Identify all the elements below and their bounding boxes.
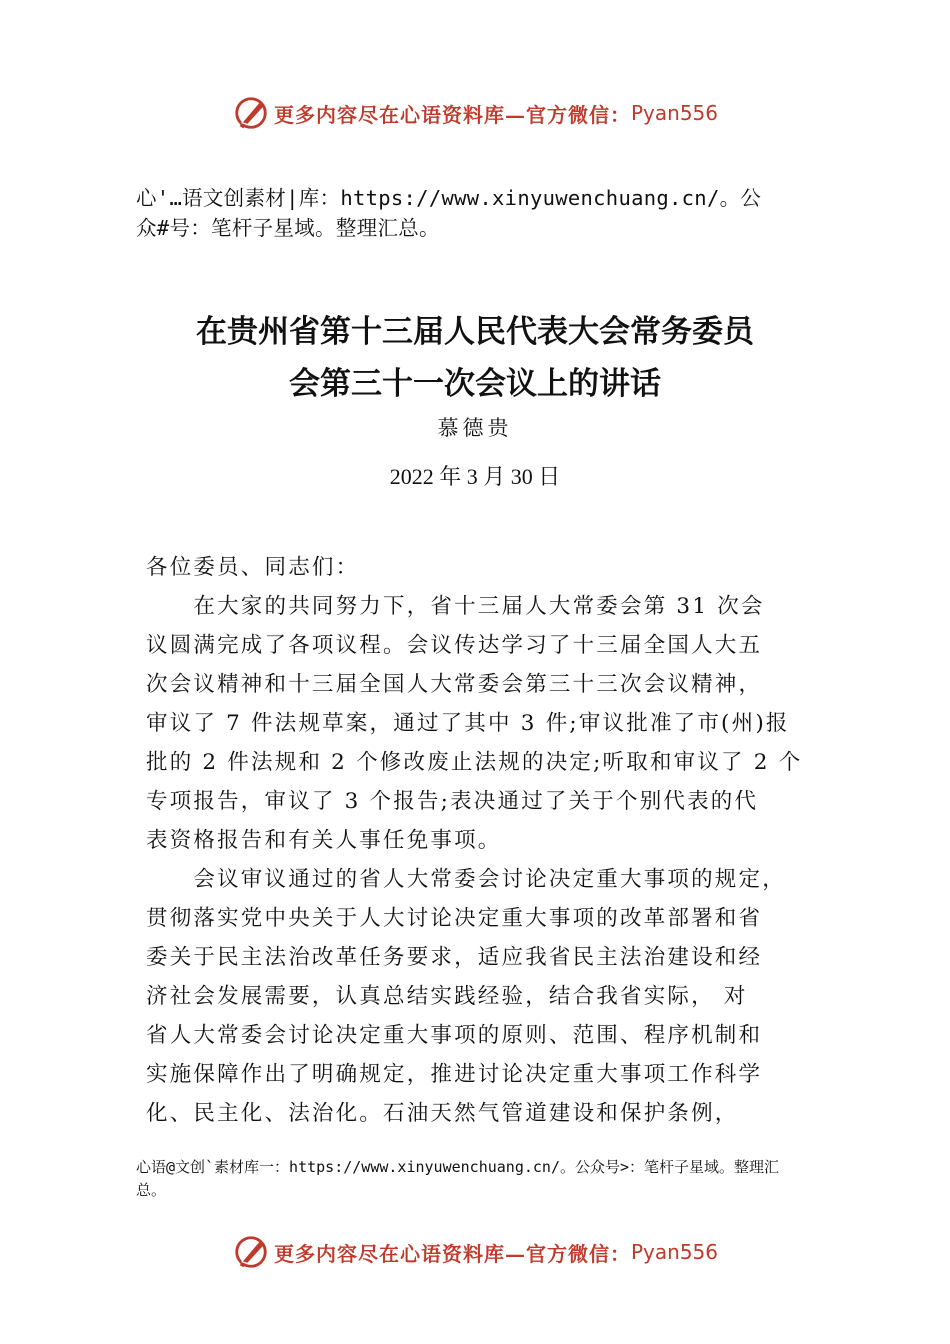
source-note-line: 心'…语文创素材|库：https://www.xinyuwenchuang.cn/。公 <box>136 186 762 210</box>
text-line: 批的 2 件法规和 2 个修改废止法规的决定;听取和审议了 2 个 <box>146 750 803 775</box>
quill-pen-logo-icon <box>232 1233 270 1271</box>
text-line: 专项报告，审议了 3 个报告;表决通过了关于个别代表的代 <box>146 789 759 814</box>
banner-wechat-id: Pyan556 <box>630 101 718 125</box>
paragraph-1 <box>146 587 826 860</box>
title-line: 在贵州省第十三届人民代表大会常务委员 <box>196 314 754 350</box>
footer-note <box>136 1156 826 1202</box>
text-line: 化、民主化、法治化。石油天然气管道建设和保护条例， <box>146 1101 739 1126</box>
text-line: 实施保障作出了明确规定，推进讨论决定重大事项工作科学 <box>146 1062 763 1087</box>
bottom-banner <box>0 1232 950 1272</box>
speech-date: 2022 年 3 月 30 日 <box>389 464 561 489</box>
top-banner <box>0 93 950 133</box>
text-line: 次会议精神和十三届全国人大常委会第三十三次会议精神， <box>146 672 763 697</box>
quill-pen-logo-icon <box>232 94 270 132</box>
text-line: 省人大常委会讨论决定重大事项的原则、范围、程序机制和 <box>146 1023 763 1048</box>
footer-note-line: 心语@文创`素材库一：https://www.xinyuwenchuang.cn/。公众号>：笔杆子星域。整理汇 <box>136 1158 780 1176</box>
source-note-line: 众#号：笔杆子星域。整理汇总。 <box>136 216 440 240</box>
paragraph-2 <box>146 860 826 1133</box>
banner-text: 更多内容尽在心语资料库—官方微信： <box>273 1241 631 1266</box>
banner-text: 更多内容尽在心语资料库—官方微信： <box>273 102 631 127</box>
author: 慕德贵 <box>437 416 513 440</box>
text-line: 贯彻落实党中央关于人大讨论决定重大事项的改革部署和省 <box>146 906 763 931</box>
document-title <box>100 306 850 410</box>
text-line: 在大家的共同努力下，省十三届人大常委会第 31 次会 <box>146 594 765 619</box>
text-line: 议圆满完成了各项议程。会议传达学习了十三届全国人大五 <box>146 633 763 658</box>
text-line: 审议了 7 件法规草案，通过了其中 3 件;审议批准了市(州)报 <box>146 711 790 736</box>
text-line: 会议审议通过的省人大常委会讨论决定重大事项的规定， <box>146 867 786 892</box>
footer-note-line: 总。 <box>136 1181 167 1199</box>
title-line: 会第三十一次会议上的讲话 <box>289 366 661 402</box>
document-body <box>146 548 826 1133</box>
text-line: 表资格报告和有关人事任免事项。 <box>146 828 502 853</box>
salutation: 各位委员、同志们： <box>146 555 360 580</box>
text-line: 委关于民主法治改革任务要求，适应我省民主法治建设和经 <box>146 945 763 970</box>
text-line: 济社会发展需要，认真总结实践经验，结合我省实际， 对 <box>146 984 748 1009</box>
banner-wechat-id: Pyan556 <box>630 1240 718 1264</box>
source-note <box>136 183 826 243</box>
